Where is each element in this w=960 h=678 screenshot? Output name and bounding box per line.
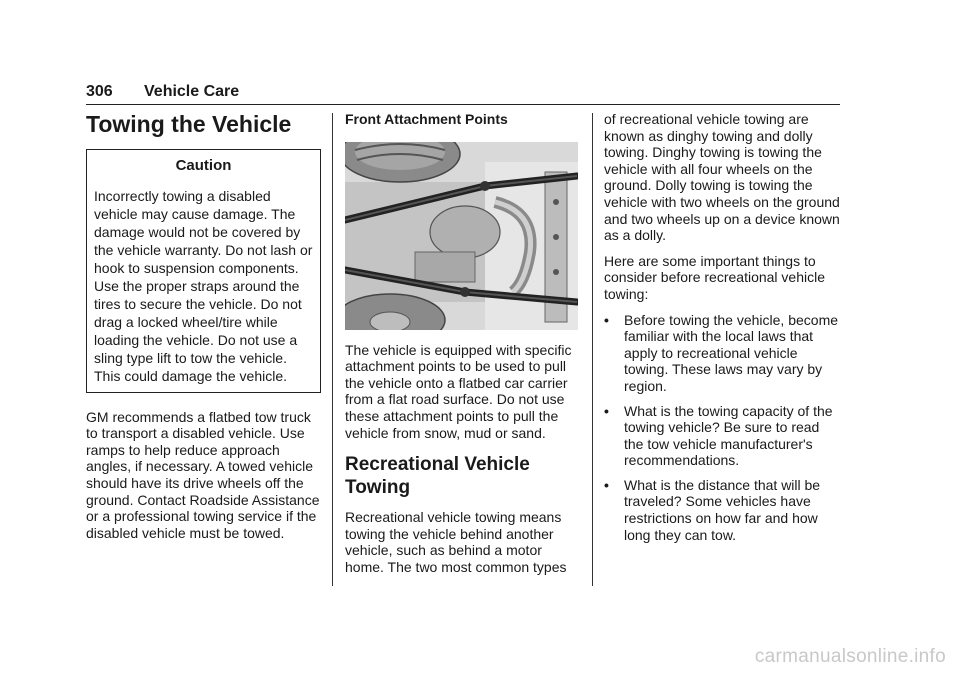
caution-title: Caution	[175, 157, 232, 174]
page-header	[86, 83, 840, 105]
column-divider-2	[592, 113, 593, 586]
bullet-item	[604, 477, 842, 543]
towing-heading: Towing the Vehicle	[86, 111, 292, 137]
bullet-text: Before towing the vehicle, become familiar with the local laws that apply to recreational vehicle towing. These laws may vary by region.	[624, 311, 839, 394]
column-3	[604, 111, 842, 551]
column-divider-1	[332, 113, 333, 586]
front-attachment-subheading: Front Attachment Points	[345, 111, 508, 127]
bullet-marker: •	[604, 311, 609, 328]
recreational-towing-heading: Recreational Vehicle Towing	[345, 454, 530, 499]
dinghy-dolly-paragraph: of recreational vehicle towing are known as dinghy towing and dolly towing. Dinghy towing is towing the vehicle with all four wheels on the ground. Dolly towing is towing the vehicle with two wheels on the ground and two wheels up on a device known as a dolly.	[604, 111, 840, 244]
watermark: carmanualsonline.info	[754, 646, 946, 667]
caution-box	[86, 149, 321, 393]
bullet-marker: •	[604, 402, 609, 419]
attachment-points-figure	[345, 142, 578, 330]
flatbed-paragraph: GM recommends a flatbed tow truck to transport a disabled vehicle. Use ramps to help reduce approach angles, if necessary. A towed vehicle should have its drive wheels off the ground. Contact Roadside Assistance or a professional towing service if the disabled vehicle must be towed.	[86, 408, 320, 541]
header-rule	[86, 104, 840, 105]
section-title: Vehicle Care	[144, 83, 240, 100]
bullet-item	[604, 312, 842, 395]
attachment-points-paragraph: The vehicle is equipped with specific attachment points to be used to pull the vehicle onto a flatbed car carrier from a flat road surface. Do not use these attachment points to pull the vehicle from snow, mud or sand.	[345, 341, 572, 441]
bullet-marker: •	[604, 476, 609, 493]
considerations-paragraph: Here are some important things to consider before recreational vehicle towing:	[604, 252, 826, 302]
page-number: 306	[86, 83, 113, 100]
recreational-towing-paragraph: Recreational vehicle towing means towing the vehicle behind another vehicle, such as behind a motor home. The two most common types	[345, 509, 567, 575]
column-2	[345, 111, 580, 585]
bullet-item	[604, 403, 842, 469]
caution-text: Incorrectly towing a disabled vehicle may cause damage. The damage would not be covered by the vehicle warranty. Do not lash or hook to suspension components. Use the proper straps around the tires to secure the vehicle. Do not drag a locked wheel/tire while loading the vehicle. Do not use a sling type lift to tow the vehicle. This could damage the vehicle.	[94, 187, 313, 384]
column-1	[86, 111, 321, 550]
bullet-text: What is the distance that will be traveled? Some vehicles have restrictions on how far and how long they can tow.	[624, 476, 821, 543]
bullet-text: What is the towing capacity of the towing vehicle? Be sure to read the tow vehicle manufacturer's recommendations.	[624, 402, 833, 469]
